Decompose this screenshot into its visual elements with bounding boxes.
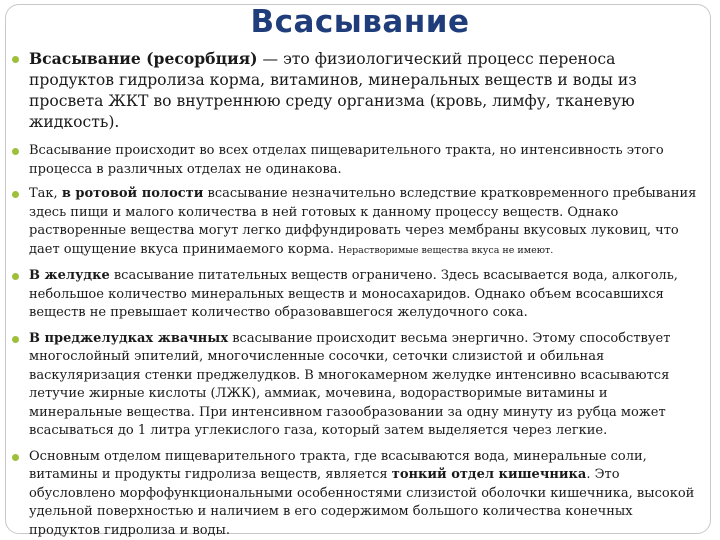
bullet-item-stomach xyxy=(12,267,702,323)
bullet-item-definition xyxy=(12,48,702,133)
bullet-dot-icon xyxy=(12,273,19,280)
paragraph-text: всасывание незначительно вследствие кратковременного пребывания здесь пищи и малого количества в ней готовых к данному процессу веществ. Однако растворенные вещества могут легко диффундировать через мембраны вкусовых луковиц, что дает ощущение вкуса принимаемого корма. xyxy=(29,186,697,257)
paragraph-text: всасывание происходит весьма энергично. Этому способствует многослойный эпителий, многочисленные сосочки, сеточки слизистой и обильная васкуляризация стенки преджелудков. В многокамерном желудке интенсивно всасываются летучие жирные кислоты (ЛЖК), аммиак, мочевина, водорастворимые витамины и минеральные вещества. При интенсивном газообразовании за одну минуту из рубца может всасываться до 1 литра углекислого газа, который затем выделяется через легкие. xyxy=(29,330,671,438)
bullet-list xyxy=(12,48,702,540)
term-small-intestine: тонкий отдел кишечника xyxy=(391,467,587,482)
bullet-dot-icon xyxy=(12,148,19,155)
slide-title: Всасывание xyxy=(250,4,470,40)
term-stomach: В желудке xyxy=(29,268,110,283)
term-oral-cavity: в ротовой полости xyxy=(61,186,204,201)
paragraph-note: Нерастворимые вещества вкуса не имеют. xyxy=(338,244,554,256)
bullet-dot-icon xyxy=(12,454,19,461)
bullet-dot-icon xyxy=(12,191,19,198)
paragraph-text: . Это обусловлено морфофункциональными особенностями слизистой оболочки кишечника, высокой удельной поверхностью и наличием в его содержимом большого количества конечных продуктов гидролиза и воды. xyxy=(29,467,695,538)
bullet-item-small-intestine xyxy=(12,448,702,540)
bullet-item-forestomach xyxy=(12,330,702,441)
term-forestomach: В преджелудках жвачных xyxy=(29,330,229,346)
bullet-dot-icon xyxy=(12,336,19,343)
bullet-item-oral-cavity xyxy=(12,185,702,260)
term-resorption: Всасывание (ресорбция) xyxy=(29,49,258,68)
paragraph-prefix: Основным отделом пищеварительного тракта, где всасываются вода, минеральные соли, витамины и продукты гидролиза веществ, является xyxy=(29,448,647,482)
paragraph-text: всасывание питательных веществ ограничено. Здесь всасывается вода, алкоголь, небольшое количество минеральных веществ и моносахаридов. Однако объем всосавшихся веществ не превышает количество образовавшегося желудочного сока. xyxy=(29,268,678,320)
paragraph-text: Всасывание происходит во всех отделах пищеварительного тракта, но интенсивность этого процесса в различных отделах не одинакова. xyxy=(29,143,664,177)
bullet-dot-icon xyxy=(12,56,19,63)
paragraph-prefix: Так, xyxy=(29,186,62,201)
bullet-item-general xyxy=(12,142,702,179)
paragraph-text: — это физиологический процесс переноса продуктов гидролиза корма, витаминов, минеральных веществ и воды из просвета ЖКТ во внутреннюю среду организма (кровь, лимфу, тканевую жидкость). xyxy=(29,50,637,131)
